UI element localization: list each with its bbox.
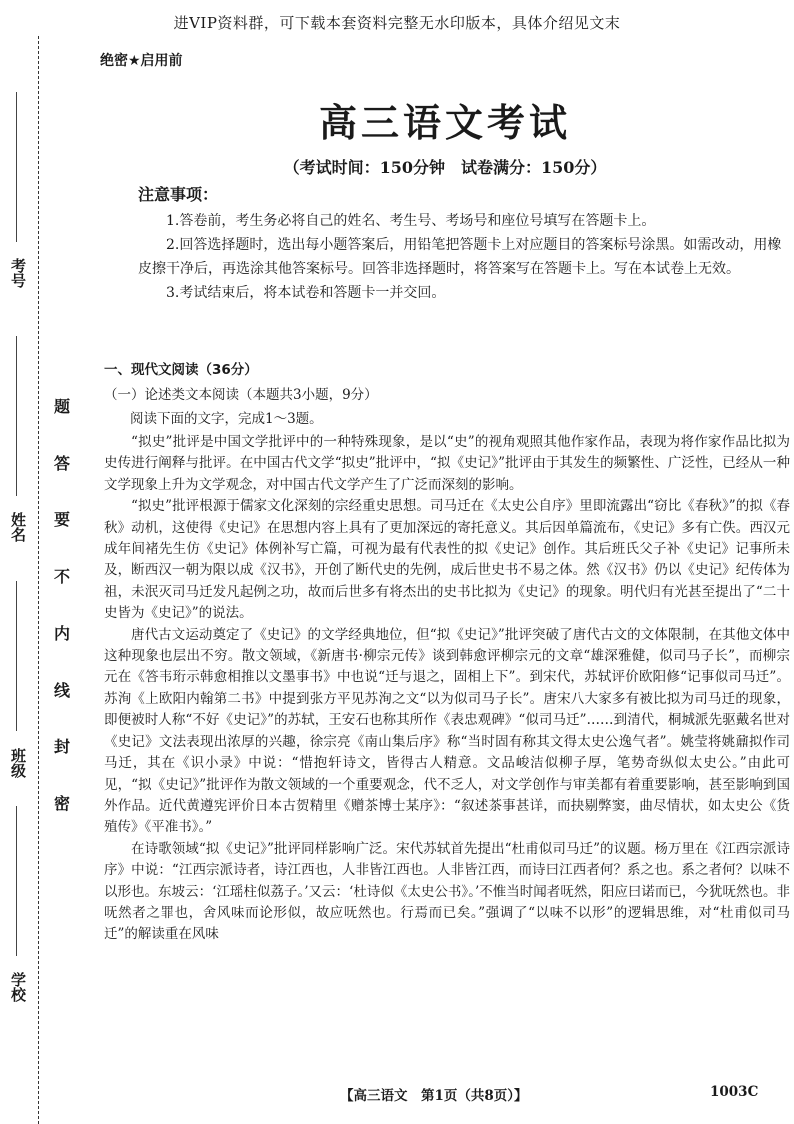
seal-char: 封	[53, 737, 70, 757]
passage-paragraph: 唐代古文运动奠定了《史记》的文学经典地位，但“拟《史记》”批评突破了唐代古文的文体限制，在其他文体中这种现象也层出不穷。散文领域，《新唐书·柳宗元传》谈到韩愈评柳宗元的文章“雄深雅健，似司马子长”，而柳宗元在《答韦珩示韩愈相推以文墨事书》中也说“迁与退之，固相上下”。到宋代，苏轼评价欧阳修“记事似司马迁”。苏洵《上欧阳内翰第二书》中提到张方平见苏洵之文“以为似司马子长”。唐宋八大家多有被比拟为司马迁的现象，即便被时人称“不好《史记》”的苏轼，王安石也称其所作《表忠观碑》“似司马迁”……到清代，桐城派先驱戴名世对《史记》文法表现出浓厚的兴趣，徐宗亮《南山集后序》称“当时固有称其文得太史公逸气者”。姚莹将姚鼐拟作司马迁，其在《识小录》中说：“惜抱轩诗文，皆得古人精意。文品峻洁似柳子厚，笔势奇纵似太史公。”由此可见，“拟《史记》”批评作为散文领域的一个重要观念，代不乏人，对文学创作与审美都有着重要影响，甚至影响到国外作品。近代黄遵宪评价日本古贺精里《赠茶博士某序》：“叙述茶事甚详，而抉剔弊窦，曲尽情状，如太史公《货殖传》《平准书》。”	[104, 626, 790, 836]
name-line	[16, 336, 17, 496]
notice-item: 2.回答选择题时，选出每小题答案后，用铅笔把答题卡上对应题目的答案标号涂黑。如需改动，用橡皮擦干净后，再选涂其他答案标号。回答非选择题时，将答案写在答题卡上。写在本试卷上无效。	[138, 237, 782, 277]
passage-paragraph: 在诗歌领域“拟《史记》”批评同样影响广泛。宋代苏轼首先提出“杜甫似司马迁”的议题。杨万里在《江西宗派诗序》中说：“江西宗派诗者，诗江西也，人非皆江西也。人非皆江西，而诗曰江西者何？系之也。系之者何？以味不以形也。东坡云：‘江瑶柱似荔子。’又云：‘杜诗似《太史公书》。’不惟当时闻者呒然，阳应曰诺而已，今犹呒然也。非呒然者之罪也，舍风味而论形似，故应呒然也。行焉而已矣。”强调了“以味不以形”的逻辑思维，对“杜甫似司马迁”的解读重在风味	[104, 840, 790, 943]
notice-item: 1.答卷前，考生务必将自己的姓名、考生号、考场号和座位号填写在答题卡上。	[166, 213, 656, 229]
notice-heading: 注意事项：	[138, 185, 219, 204]
class-line	[16, 581, 17, 731]
reading-passage	[104, 432, 790, 946]
notice-list	[138, 209, 788, 305]
school-label: 学校	[9, 972, 27, 1002]
name-label: 姓名	[9, 512, 27, 542]
reading-instruction: 阅读下面的文字，完成1～3题。	[130, 411, 323, 427]
seal-char: 内	[53, 623, 70, 643]
page-title: 高三语文考试	[318, 101, 571, 145]
binding-cut-line	[38, 36, 39, 1124]
passage-paragraph: “拟史”批评根源于儒家文化深刻的宗经重史思想。司马迁在《太史公自序》里即流露出“窃比《春秋》”的拟《春秋》动机，这使得《史记》在思想内容上具有了更加深远的寄托意义。其后因单篇流布，《史记》多有亡佚。西汉元成年间褚先生仿《史记》体例补写亡篇，可视为最有代表性的拟《史记》创作。其后班氏父子补《史记》记事所未及，断西汉一朝为限以成《汉书》，开创了断代史的先例，成后世史书不易之体。然《汉书》仍以《史记》纪传体为祖，未泯灭司马迁发凡起例之功，故而后世多有将杰出的史书比拟为《史记》的现象。明代归有光甚至提出了“二十史皆为《史记》”的说法。	[104, 498, 790, 622]
subsection-heading: （一）论述类文本阅读（本题共3小题，9分）	[104, 387, 378, 403]
class-label: 班级	[9, 748, 27, 778]
seal-text	[50, 394, 74, 814]
secret-label: 绝密★启用前	[100, 53, 183, 69]
exam-code: 1003C	[710, 1084, 759, 1100]
page-footer: 【高三语文 第1页（共8页）】	[340, 1088, 528, 1104]
exam-number-label: 考号	[9, 258, 27, 288]
seal-char: 不	[53, 567, 70, 587]
seal-char: 线	[53, 680, 70, 700]
exam-number-line	[16, 92, 17, 242]
school-line	[16, 806, 17, 956]
seal-char: 密	[53, 793, 70, 813]
binding-margin	[0, 36, 86, 1124]
notice-item: 3.考试结束后，将本试卷和答题卡一并交回。	[166, 285, 446, 301]
seal-char: 要	[53, 510, 70, 530]
section-heading: 一、现代文阅读（36分）	[104, 362, 258, 378]
seal-char: 答	[53, 453, 70, 473]
seal-char: 题	[53, 397, 70, 416]
passage-paragraph: “拟史”批评是中国文学批评中的一种特殊现象，是以“史”的视角观照其他作家作品，表现为将作家作品比拟为史传进行阐释与批评。在中国古代文学“拟史”批评中，“拟《史记》”批评由于其发生的频繁性、广泛性，已经从一种文学现象上升为文学观念，对中国古代文学产生了广泛而深刻的影响。	[104, 434, 790, 493]
top-banner: 进VIP资料群，可下载本套资料完整无水印版本，具体介绍见文末	[173, 14, 621, 32]
exam-subtitle: （考试时间：150分钟 试卷满分：150分）	[283, 158, 607, 177]
